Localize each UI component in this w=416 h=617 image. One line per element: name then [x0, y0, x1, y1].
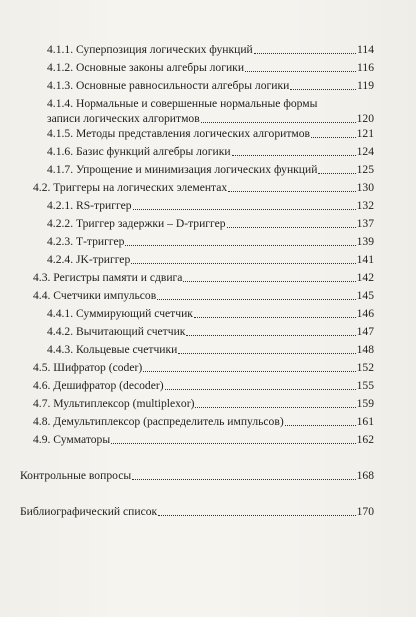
leader-dots	[158, 515, 355, 516]
toc-entry-title: Контрольные вопросы	[20, 469, 132, 482]
toc-entry[interactable]	[47, 217, 374, 231]
toc-entry-page: 137	[356, 217, 374, 230]
toc-entry-page: 116	[357, 61, 374, 74]
toc-entry[interactable]	[47, 79, 374, 93]
toc-entry[interactable]	[47, 163, 374, 177]
toc-entry-page: 147	[356, 325, 374, 338]
toc-entry-title: 4.4.3. Кольцевые счетчики	[47, 343, 178, 356]
leader-dots	[227, 227, 356, 228]
leader-dots	[165, 389, 356, 390]
toc-entry[interactable]	[33, 271, 374, 285]
toc-entry[interactable]	[47, 253, 374, 267]
toc-entry-title: 4.7. Мультиплексор (multiplexor)	[33, 397, 195, 410]
toc-entry-page: 148	[356, 343, 374, 356]
leader-dots	[290, 89, 356, 90]
toc-entry[interactable]	[33, 181, 374, 195]
toc-entry[interactable]	[47, 127, 374, 141]
toc-entry[interactable]	[47, 325, 374, 339]
toc-entry[interactable]	[47, 43, 374, 57]
toc-entry-title: 4.2.4. JK-триггер	[47, 253, 131, 266]
leader-dots	[132, 479, 355, 480]
leader-dots	[194, 317, 356, 318]
toc-entry[interactable]	[47, 112, 374, 126]
toc-entry[interactable]	[20, 469, 374, 483]
toc-entry-page: 146	[356, 307, 374, 320]
leader-dots	[285, 425, 356, 426]
toc-entry[interactable]	[47, 235, 374, 249]
toc-entry-title: 4.4. Счетчики импульсов	[33, 289, 157, 302]
toc-entry[interactable]	[33, 361, 374, 375]
toc-entry-page: 168	[356, 469, 374, 482]
toc-entry-title: 4.2. Триггеры на логических элементах	[33, 181, 228, 194]
toc-entry-line1[interactable]: 4.1.4. Нормальные и совершенные нормальные формы	[47, 97, 318, 110]
toc-entry-title: 4.3. Регистры памяти и сдвига	[33, 271, 183, 284]
toc-entry-page: 124	[356, 145, 374, 158]
toc-entry-title: 4.1.5. Методы представления логических алгоритмов	[47, 127, 310, 140]
toc-entry-title: записи логических алгоритмов	[47, 112, 200, 125]
toc-entry-title: 4.1.7. Упрощение и минимизация логических функций	[47, 163, 318, 176]
leader-dots	[245, 71, 356, 72]
leader-dots	[201, 122, 356, 123]
toc-entry-page: 130	[356, 181, 374, 194]
toc-entry-title: 4.4.2. Вычитающий счетчик	[47, 325, 186, 338]
toc-entry-page: 161	[356, 415, 374, 428]
toc-entry-page: 125	[356, 163, 374, 176]
toc-entry-title: Библиографический список	[20, 505, 158, 518]
toc-entry-title: 4.8. Демультиплексор (распределитель импульсов)	[33, 415, 284, 428]
toc-entry[interactable]	[20, 505, 374, 519]
leader-dots	[157, 299, 355, 300]
toc-entry[interactable]	[33, 397, 374, 411]
leader-dots	[183, 281, 355, 282]
toc-entry[interactable]	[33, 379, 374, 393]
toc-entry-title: 4.1.1. Суперпозиция логических функций	[47, 43, 253, 56]
toc-entry-page: 114	[357, 43, 374, 56]
toc-entry[interactable]	[47, 145, 374, 159]
toc-entry-title: 4.6. Дешифратор (decoder)	[33, 379, 164, 392]
toc-entry[interactable]	[47, 343, 374, 357]
toc-entry-title: 4.2.2. Триггер задержки – D-триггер	[47, 217, 226, 230]
toc-entry[interactable]	[33, 415, 374, 429]
toc-entry-page: 162	[356, 433, 374, 446]
toc-entry-title: 4.5. Шифратор (coder)	[33, 361, 143, 374]
toc-entry-page: 119	[357, 79, 374, 92]
toc-entry-page: 142	[356, 271, 374, 284]
toc-entry-page: 120	[356, 112, 374, 125]
toc-entry[interactable]	[33, 433, 374, 447]
toc-entry-page: 170	[356, 505, 374, 518]
leader-dots	[228, 191, 355, 192]
toc-entry-title: 4.9. Сумматоры	[33, 433, 111, 446]
toc-entry[interactable]	[47, 307, 374, 321]
toc-entry-title: 4.1.6. Базис функций алгебры логики	[47, 145, 231, 158]
leader-dots	[318, 173, 355, 174]
toc-entry-title: 4.2.1. RS-триггер	[47, 199, 132, 212]
leader-dots	[133, 209, 356, 210]
leader-dots	[125, 245, 355, 246]
leader-dots	[195, 407, 355, 408]
toc-entry-page: 159	[356, 397, 374, 410]
leader-dots	[111, 443, 355, 444]
leader-dots	[131, 263, 355, 264]
leader-dots	[311, 137, 356, 138]
toc-entry-page: 145	[356, 289, 374, 302]
leader-dots	[178, 353, 355, 354]
leader-dots	[254, 53, 356, 54]
toc-entry-page: 139	[356, 235, 374, 248]
toc-entry-page: 121	[356, 127, 374, 140]
leader-dots	[232, 155, 356, 156]
toc-entry[interactable]	[47, 61, 374, 75]
toc-entry-page: 155	[356, 379, 374, 392]
leader-dots	[186, 335, 355, 336]
toc-entry[interactable]	[33, 289, 374, 303]
toc-entry-page: 141	[356, 253, 374, 266]
toc-entry-page: 132	[356, 199, 374, 212]
leader-dots	[143, 371, 355, 372]
toc-entry[interactable]	[47, 199, 374, 213]
toc-entry-page: 152	[356, 361, 374, 374]
toc-entry-title: 4.4.1. Суммирующий счетчик	[47, 307, 193, 320]
toc-entry-title: 4.1.2. Основные законы алгебры логики	[47, 61, 245, 74]
toc-entry-title: 4.2.3. Т-триггер	[47, 235, 125, 248]
toc-entry-title: 4.1.3. Основные равносильности алгебры логики	[47, 79, 290, 92]
